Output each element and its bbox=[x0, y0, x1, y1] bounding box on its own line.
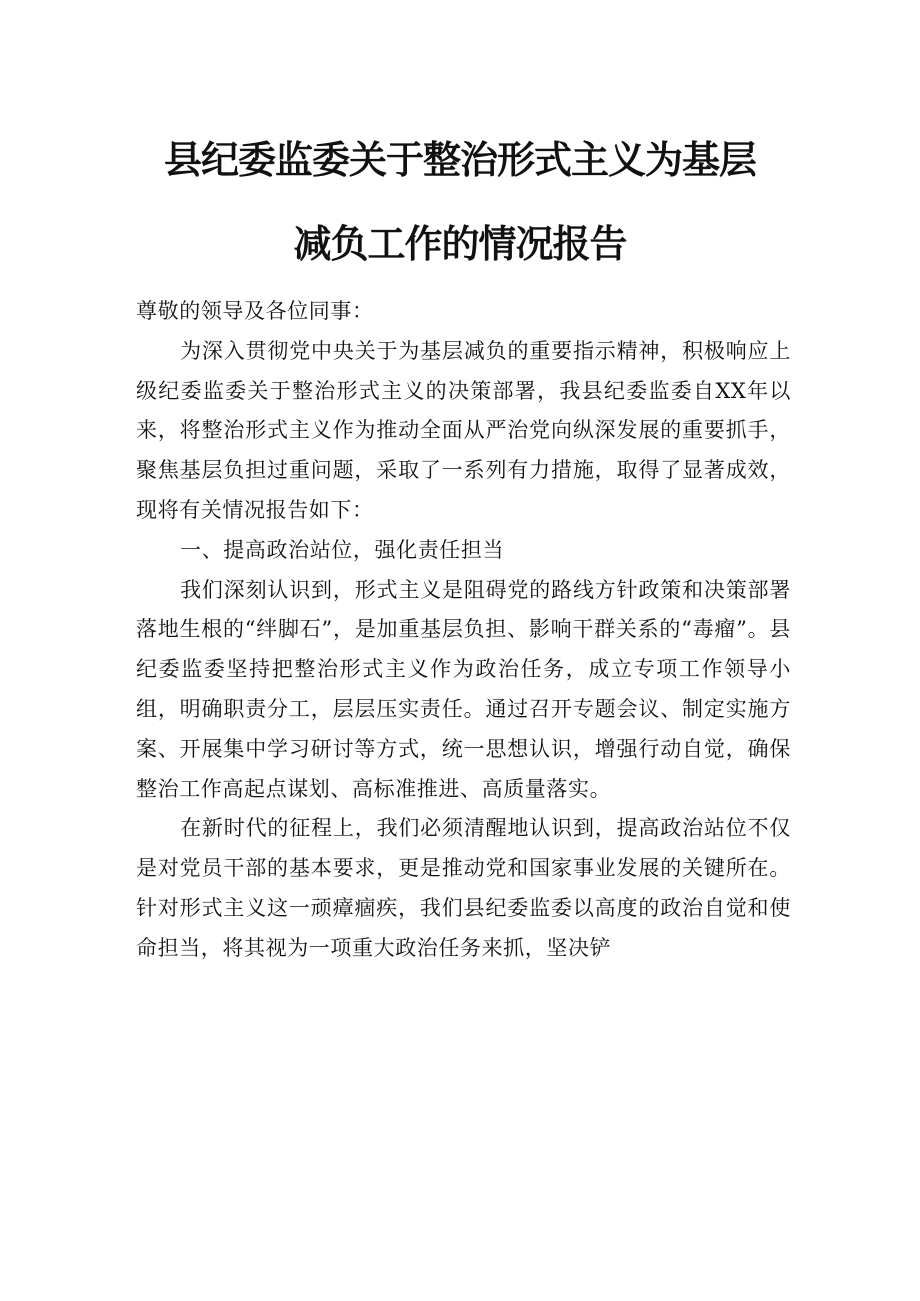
section-heading-1: 一、提高政治站位，强化责任担当 bbox=[180, 537, 505, 562]
document-title-line-2: 减负工作的情况报告 bbox=[293, 222, 627, 266]
document-body bbox=[136, 292, 791, 969]
intro-paragraph: 为深入贯彻党中央关于为基层减负的重要指示精神，积极响应上级纪委监委关于整治形式主义的决策部署，我县纪委监委自XX年以来，将整治形式主义作为推动全面从严治党向纵深发展的重要抓手，聚焦基层负担过重问题，采取了一系列有力措施，取得了显著成效，现将有关情况报告如下： bbox=[136, 338, 791, 522]
section-1-paragraph-1: 我们深刻认识到，形式主义是阻碍党的路线方针政策和决策部署落地生根的“绊脚石”，是加重基层负担、影响干群关系的“毒瘤”。县纪委监委坚持把整治形式主义作为政治任务，成立专项工作领导小组，明确职责分工，层层压实责任。通过召开专题会议、制定实施方案、开展集中学习研讨等方式，统一思想认识，增强行动自觉，确保整治工作高起点谋划、高标准推进、高质量落实。 bbox=[136, 577, 791, 801]
document-title-line-1: 县纪委监委关于整治形式主义为基层 bbox=[163, 138, 756, 182]
section-1-paragraph-2: 在新时代的征程上，我们必须清醒地认识到，提高政治站位不仅是对党员干部的基本要求，更是推动党和国家事业发展的关键所在。针对形式主义这一顽瘴痼疾，我们县纪委监委以高度的政治自觉和使命担当，将其视为一项重大政治任务来抓，坚决铲 bbox=[136, 816, 791, 960]
salutation: 尊敬的领导及各位同事： bbox=[136, 299, 374, 323]
